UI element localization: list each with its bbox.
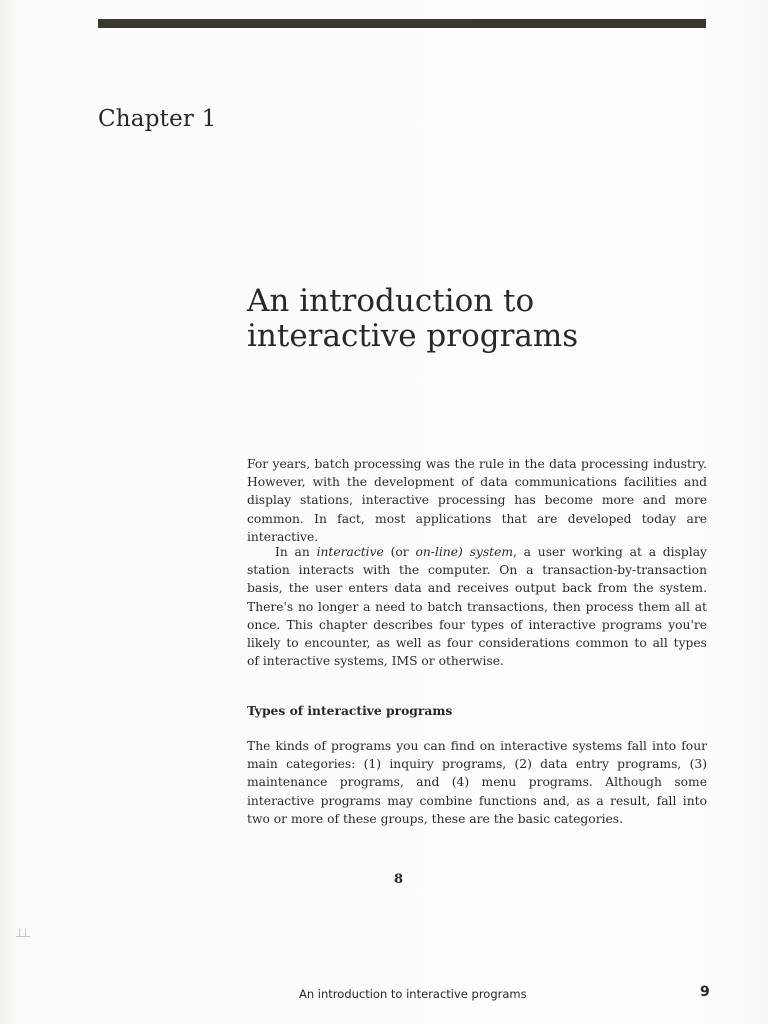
term-system: system [469, 545, 514, 559]
term-on-line: on-line) [415, 545, 463, 559]
text-line: main categories: (1) inquiry programs, (2) data entry programs, (3) [247, 757, 707, 772]
chapter-label: Chapter 1 [98, 106, 217, 132]
types-paragraph [247, 737, 707, 828]
text-line: maintenance programs, and (4) menu programs. Although some [247, 775, 707, 790]
text-run: (or [383, 545, 416, 559]
text-line: display stations, interactive processing has become more and more [247, 493, 707, 508]
text-line [247, 543, 707, 561]
text-line: likely to encounter, as well as four considerations common to all types [247, 635, 707, 650]
text-line: interactive programs may combine functions and, as a result, fall into [247, 793, 707, 808]
footer-running-title: An introduction to interactive programs [299, 987, 527, 1001]
text-line: station interacts with the computer. On a transaction-by-transaction [247, 563, 707, 578]
chapter-title [247, 284, 687, 354]
text-line: once. This chapter describes four types of interactive programs you're [247, 617, 707, 632]
top-rule [98, 19, 706, 28]
chapter-title-line: An introduction to [247, 283, 535, 319]
definition-paragraph [247, 543, 707, 670]
text-run: In an [275, 545, 317, 559]
text-line: However, with the development of data communications facilities and [247, 475, 707, 490]
text-line: of interactive systems, IMS or otherwise. [247, 654, 504, 669]
text-run [463, 545, 470, 559]
text-line: The kinds of programs you can find on interactive systems fall into four [247, 739, 707, 753]
inner-page-number: 8 [394, 872, 404, 887]
intro-paragraph [247, 455, 707, 546]
text-line: For years, batch processing was the rule in the data processing industry. [247, 457, 707, 471]
section-heading: Types of interactive programs [247, 703, 453, 718]
text-line: interactive. [247, 529, 319, 544]
footer-page-number: 9 [700, 984, 710, 1000]
edge-scan-mark [16, 926, 30, 937]
text-line: There's no longer a need to batch transactions, then process them all at [247, 599, 707, 614]
term-interactive: interactive [316, 545, 384, 559]
text-run: , a user working at a display [513, 545, 707, 559]
text-line: two or more of these groups, these are the basic categories. [247, 811, 624, 826]
text-line: common. In fact, most applications that are developed today are [247, 511, 707, 526]
chapter-title-line: interactive programs [247, 318, 579, 354]
text-line: basis, the user enters data and receives output back from the system. [247, 581, 707, 596]
